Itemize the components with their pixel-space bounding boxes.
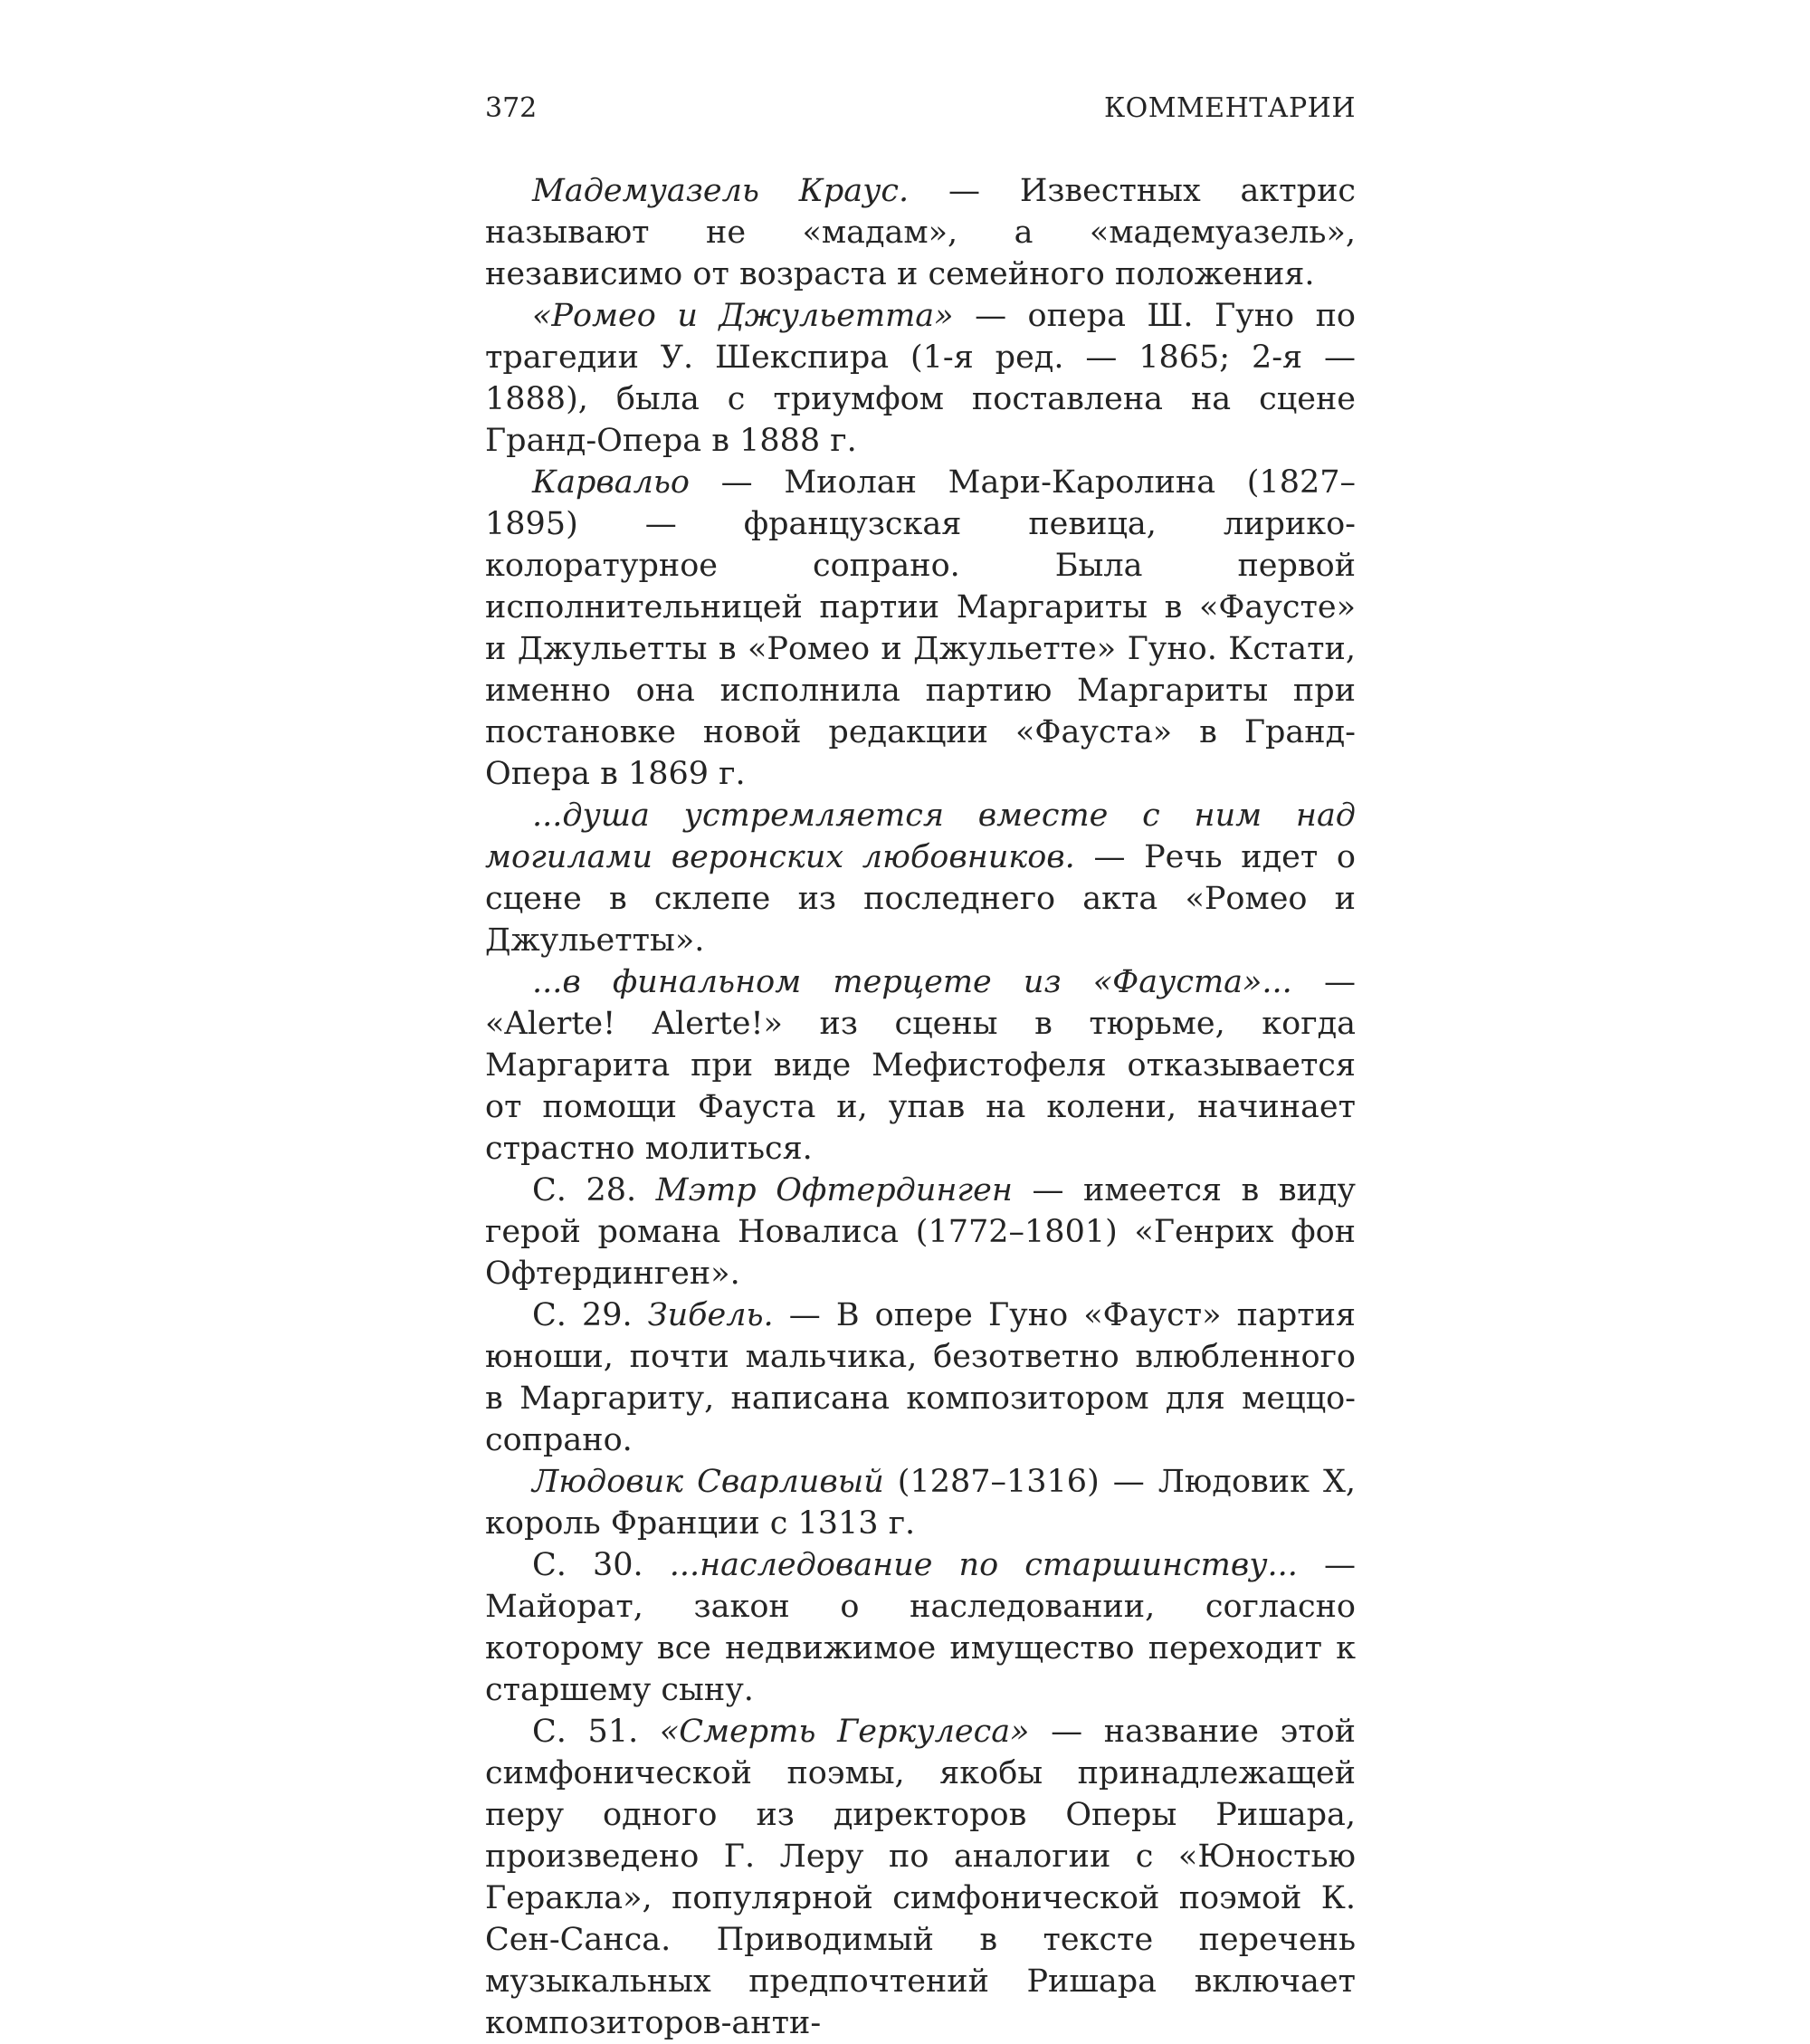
entry-text: — Майорат, закон о наследовании, согласно которому все недвижимое имущество переходит к старшему сыну. <box>485 1547 1356 1708</box>
commentary-entry-tercet <box>485 961 1356 1170</box>
entry-term: Карвальо <box>532 464 691 501</box>
entry-text: — Известных актрис называют не «мадам», а «мадемуазель», независимо от возраста и семейного положения. <box>485 173 1356 292</box>
entry-text: — имеется в виду герой романа Новалиса (1772–1801) «Генрих фон Офтердинген». <box>485 1172 1356 1292</box>
entry-text: — В опере Гуно «Фауст» партия юноши, почти мальчика, безответно влюбленного в Маргариту, написана композитором для меццо-сопрано. <box>485 1297 1357 1458</box>
entry-term: Мэтр Офтердинген <box>655 1172 1013 1208</box>
section-title: КОММЕНТАРИИ <box>1103 92 1356 124</box>
entry-term: Людовик Сварливый <box>532 1464 884 1500</box>
commentary-entry-siebel <box>485 1294 1356 1461</box>
commentary-entry-soul <box>485 795 1356 961</box>
commentary-body <box>485 170 1356 2044</box>
commentary-entry-carvalho <box>485 462 1356 795</box>
entry-ref: С. 28. <box>532 1172 656 1208</box>
entry-ref: С. 30. <box>532 1547 670 1583</box>
commentary-entry-romeo-juliet <box>485 295 1356 462</box>
commentary-entry-ofterdingen <box>485 1170 1356 1294</box>
commentary-entry-louis-x <box>485 1461 1356 1544</box>
entry-text: — название этой симфонической поэмы, якобы принадлежащей перу одного из директоров Оперы Ришара, произведено Г. Леру по аналогии с «Юностью Геракла», популярной симфонической поэмой К. Сен-Санса. Приводимый в тексте перечень музыкальных предпочтений Ришара включает композиторов-анти- <box>485 1714 1357 2041</box>
entry-term: ...наследование по старшинству... <box>669 1547 1298 1583</box>
book-page <box>485 0 1357 2041</box>
entry-text: — Миолан Мари-Каролина (1827–1895) — французская певица, лирико-колоратурное сопрано. Была первой исполнительницей партии Маргариты в «Фаусте» и Джульетты в «Ромео и Джульетте» Гуно. Кстати, именно она исполнила партию Маргариты при постановке новой редакции «Фауста» в Гранд-Опера в 1869 г. <box>485 464 1356 792</box>
entry-term: Мадемуазель Краус. <box>532 173 910 209</box>
running-head <box>485 91 1356 127</box>
entry-ref: С. 29. <box>532 1297 648 1333</box>
entry-text: (1287–1316) — Людовик X, король Франции с 1313 г. <box>485 1464 1356 1542</box>
entry-term: «Ромео и Джульетта» <box>532 298 954 334</box>
entry-text: — опера Ш. Гуно по трагедии У. Шекспира (1-я ред. — 1865; 2-я — 1888), была с триумфом поставлена на сцене Гранд-Опера в 1888 г. <box>485 298 1356 459</box>
commentary-entry-hercules <box>485 1711 1356 2044</box>
entry-ref: С. 51. <box>532 1714 660 1750</box>
entry-term: Зибель. <box>647 1297 774 1333</box>
entry-term: «Смерть Геркулеса» <box>659 1714 1030 1750</box>
entry-term: ...душа устремляется вместе с ним над могилами веронских любовников. <box>485 798 1356 875</box>
entry-term: ...в финальном терцете из «Фауста»... <box>532 964 1292 1000</box>
entry-text: — Речь идет о сцене в склепе из последнего акта «Ромео и Джульетты». <box>485 839 1356 959</box>
commentary-entry-kraus <box>485 170 1356 295</box>
page-number: 372 <box>485 92 538 124</box>
commentary-entry-majorat <box>485 1544 1356 1711</box>
entry-text: — «Alerte! Alerte!» из сцены в тюрьме, когда Маргарита при виде Мефистофеля отказывается от помощи Фауста и, упав на колени, начинает страстно молиться. <box>485 964 1356 1167</box>
